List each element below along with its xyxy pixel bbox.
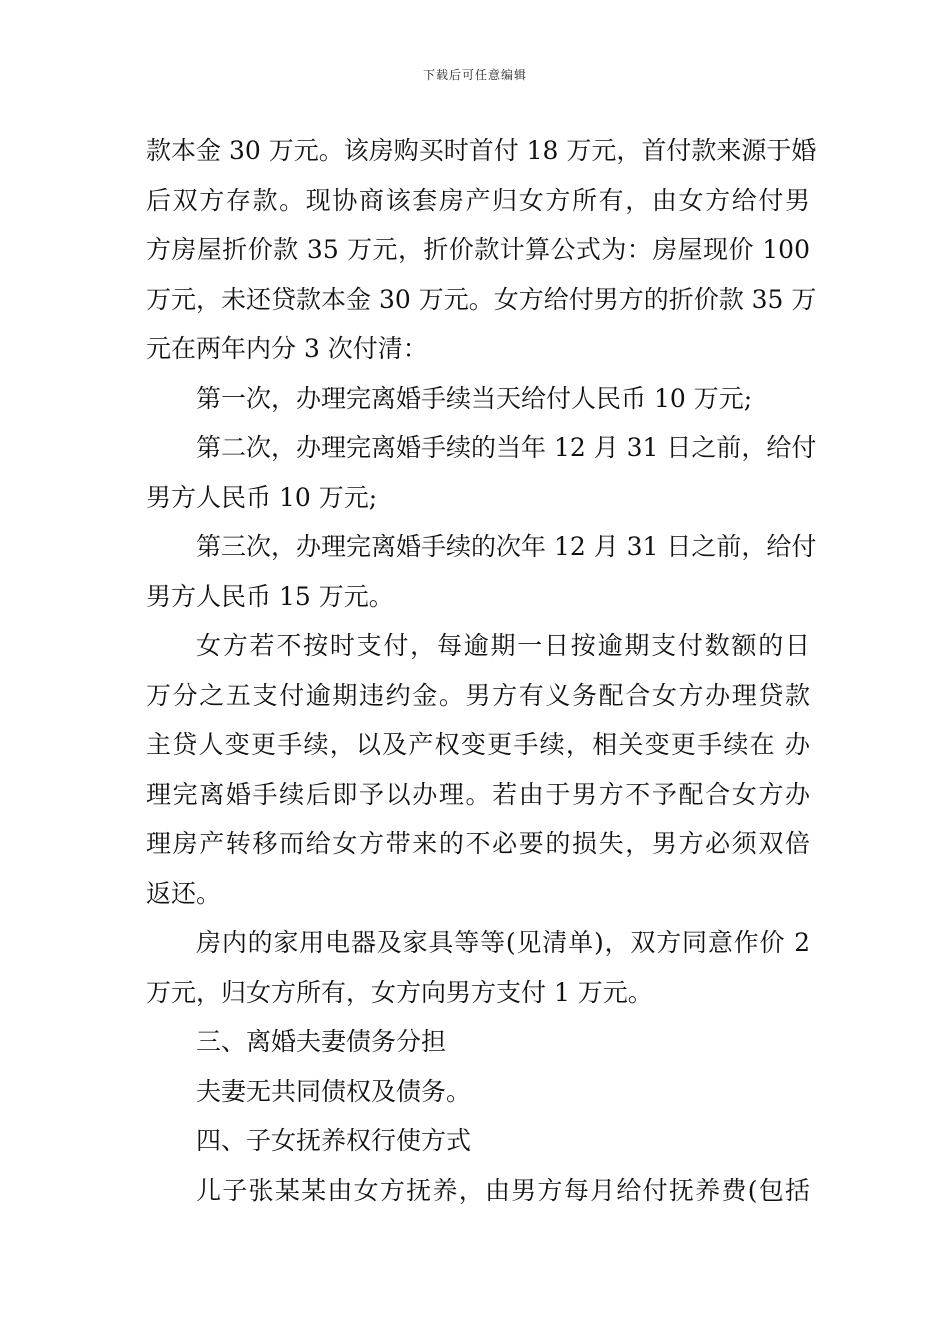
paragraph-line: 儿子张某某由女方抚养，由男方每月给付抚养费(包括 [196,1175,810,1205]
paragraph-line: 夫妻无共同债权及债务。 [196,1076,472,1106]
section-heading: 四、子女抚养权行使方式 [196,1126,472,1155]
paragraph-line: 主贷人变更手续，以及产权变更手续，相关变更手续在 办 [146,730,810,759]
paragraph-line: 女方若不按时支付，每逾期一日按逾期支付数额的日 [196,631,810,660]
paragraph-line: 男方人民币 10 万元; [146,482,378,512]
paragraph-line: 万元，未还贷款本金 30 万元。女方给付男方的折价款 35 万 [146,284,817,314]
paragraph-line: 万分之五支付逾期违约金。男方有义务配合女方办理贷款 [146,680,810,710]
paragraph-line: 后双方存款。现协商该套房产归女方所有，由女方给付男 [146,185,810,215]
paragraph-line: 万元，归女方所有，女方向男方支付 1 万元。 [146,977,653,1007]
section-heading: 三、离婚夫妻债务分担 [196,1027,447,1056]
paragraph-line: 男方人民币 15 万元。 [146,581,394,611]
paragraph-line: 方房屋折价款 35 万元，折价款计算公式为：房屋现价 100 [146,235,810,264]
paragraph-line: 返还。 [146,878,222,908]
paragraph-line: 理房产转移而给女方带来的不必要的损失，男方必须双倍 [146,829,810,858]
header-note: 下载后可任意编辑 [422,68,527,82]
document-body [146,126,817,1215]
paragraph-line: 理完离婚手续后即予以办理。若由于男方不予配合女方办 [146,779,810,809]
paragraph-line: 元在两年内分 3 次付清： [146,334,428,363]
paragraph-line: 第三次，办理完离婚手续的次年 12 月 31 日之前，给付 [196,532,817,561]
paragraph-line: 房内的家用电器及家具等等(见清单)，双方同意作价 2 [196,928,810,957]
paragraph-line: 第二次，办理完离婚手续的当年 12 月 31 日之前，给付 [196,433,817,462]
paragraph-line: 款本金 30 万元。该房购买时首付 18 万元，首付款来源于婚 [146,136,817,165]
paragraph-line: 第一次，办理完离婚手续当天给付人民币 10 万元; [196,383,753,413]
